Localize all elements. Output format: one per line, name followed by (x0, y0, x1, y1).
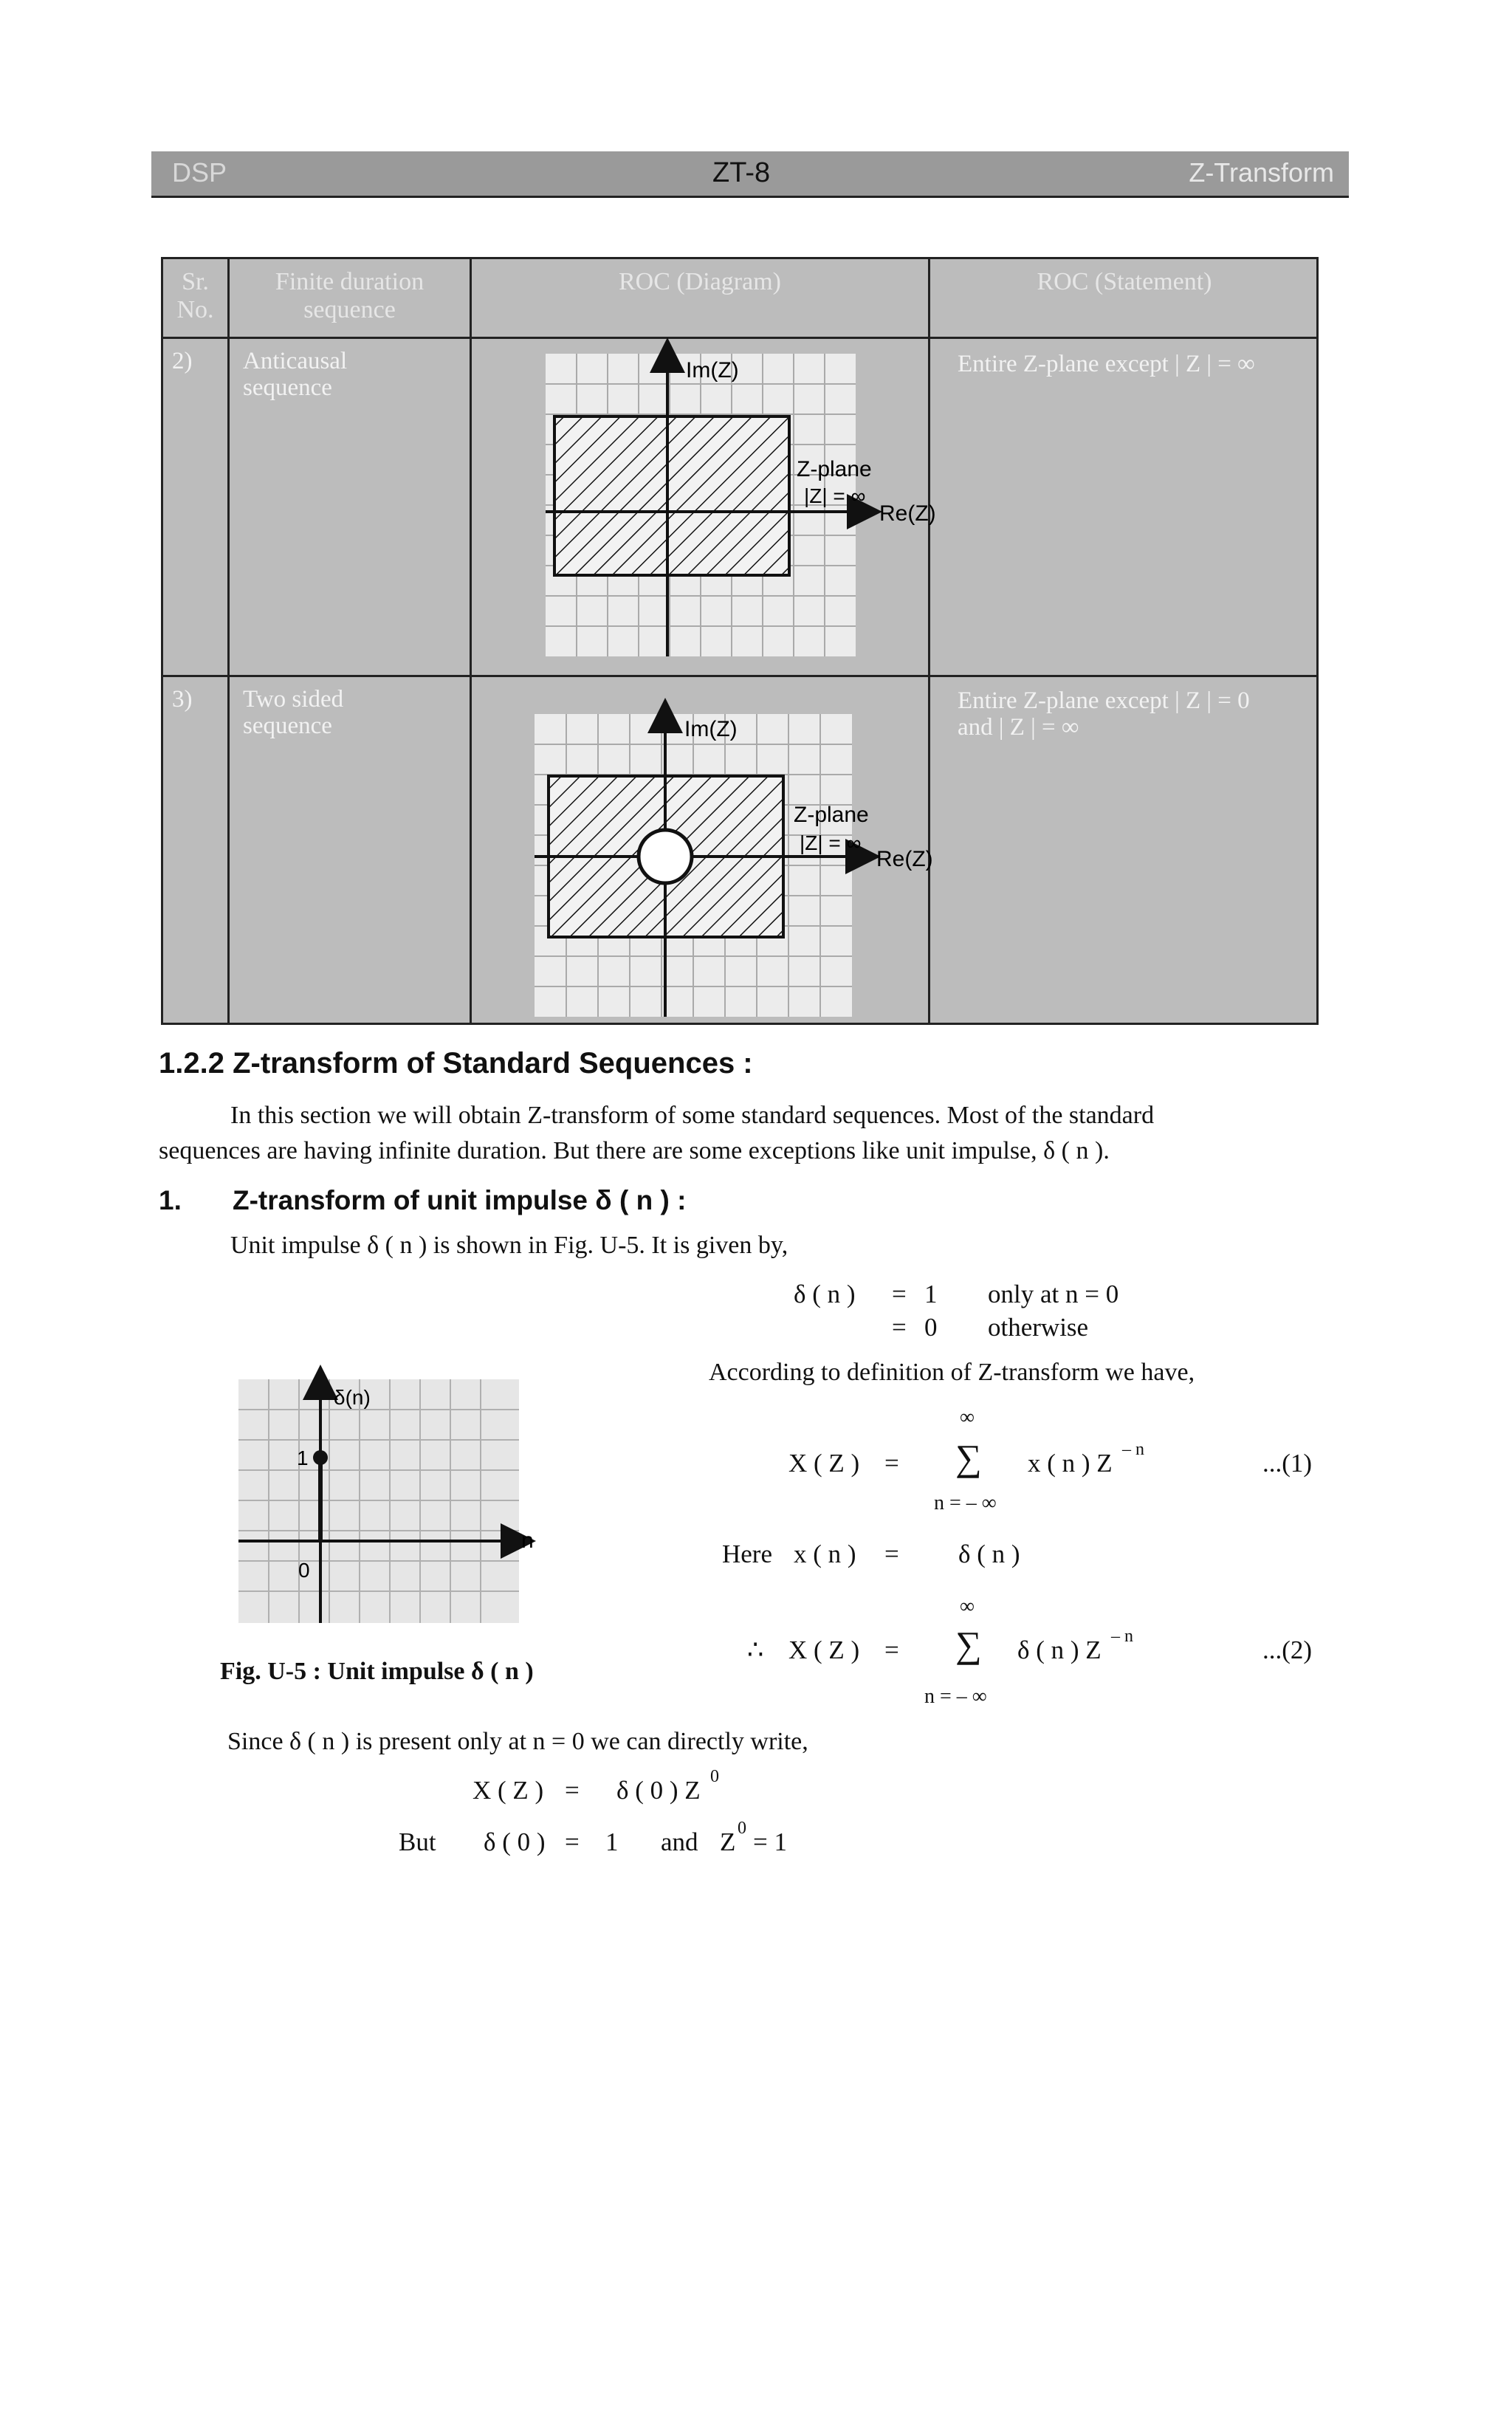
def-condition-2: otherwise (988, 1313, 1089, 1342)
roc-excluded-origin (639, 830, 692, 883)
subsection-heading: Z-transform of unit impulse δ ( n ) : (233, 1185, 687, 1215)
but-rhs: 1 (605, 1828, 619, 1856)
header-book-code: DSP (172, 157, 227, 188)
row-2-number: 2) (172, 348, 193, 374)
eq1-exponent: – n (1122, 1440, 1144, 1459)
header-roc-diagram: ROC (Diagram) (618, 268, 781, 295)
eq2-exponent: – n (1111, 1627, 1133, 1646)
sum-lower-limit: n = – ∞ (934, 1492, 997, 1514)
def-lhs: δ ( n ) (794, 1280, 856, 1308)
eq2-number: ...(2) (1262, 1636, 1313, 1664)
z-plane-label: Z-plane (794, 803, 869, 827)
roc-infinity-label: |Z| = ∞ (800, 831, 862, 854)
sum2-upper-limit: ∞ (960, 1595, 975, 1618)
z0-rhs: = 1 (753, 1828, 787, 1856)
but-lhs: δ ( 0 ) (484, 1828, 546, 1856)
im-axis-label: Im(Z) (686, 358, 739, 382)
row-3-number: 3) (172, 686, 193, 713)
y-axis-label: δ(n) (334, 1386, 371, 1409)
and-label: and (661, 1828, 698, 1856)
re-axis-label: Re(Z) (879, 501, 936, 526)
summation-symbol-2: ∑ (955, 1624, 982, 1665)
def-value-1: 1 (924, 1280, 938, 1308)
here-rhs: δ ( n ) (958, 1540, 1020, 1568)
page-header (151, 151, 1349, 198)
subsection-number: 1. (159, 1185, 182, 1215)
header-roc-statement: ROC (Statement) (1037, 268, 1212, 295)
here-sign: = (884, 1540, 899, 1568)
sum-upper-limit: ∞ (960, 1406, 975, 1429)
since-line: Since δ ( n ) is present only at n = 0 we can directly write, (227, 1728, 808, 1755)
figure-caption: Fig. U-5 : Unit impulse δ ( n ) (220, 1658, 534, 1685)
def-eq-sign: = (892, 1280, 907, 1308)
sum2-lower-limit: n = – ∞ (924, 1685, 987, 1708)
according-line: According to definition of Z-transform we have, (709, 1359, 1195, 1386)
z-plane-label: Z-plane (797, 457, 872, 481)
page-number: ZT-8 (712, 157, 771, 188)
header-sequence: Finite duration sequence (275, 268, 425, 323)
row-2-sequence: Anticausal sequence (243, 348, 348, 401)
eq2-lhs: X ( Z ) (788, 1636, 860, 1664)
eq1-term: x ( n ) Z (1028, 1449, 1113, 1478)
header-chapter: Z-Transform (1189, 157, 1334, 188)
eq3-rhs: δ ( 0 ) Z (616, 1776, 701, 1805)
paragraph-line-1: In this section we will obtain Z-transform of some standard sequences. Most of the standard (230, 1102, 1155, 1129)
row-3-statement: Entire Z-plane except | Z | = 0 and | Z | = ∞ (958, 687, 1250, 741)
im-axis-label: Im(Z) (684, 717, 738, 741)
paragraph-line-2: sequences are having infinite duration. But there are some exceptions like unit impulse, δ ( n ). (159, 1137, 1110, 1164)
section-heading: 1.2.2 Z-transform of Standard Sequences : (159, 1047, 753, 1080)
unit-impulse-figure (235, 1372, 545, 1630)
impulse-value-label: 1 (297, 1447, 309, 1469)
row-3-sequence: Two sided sequence (243, 686, 344, 739)
here-lhs: x ( n ) (794, 1540, 856, 1568)
re-axis-label: Re(Z) (876, 847, 933, 871)
roc-table (161, 257, 1319, 1025)
therefore-symbol: ∴ (747, 1636, 764, 1664)
z0-base: Z (720, 1828, 736, 1856)
origin-label: 0 (298, 1559, 310, 1582)
eq2-term: δ ( n ) Z (1017, 1636, 1102, 1664)
eq3-exponent: 0 (710, 1767, 719, 1786)
roc-infinity-label: |Z| = ∞ (804, 484, 866, 507)
x-axis-label: n (521, 1528, 534, 1553)
impulse-point (313, 1450, 328, 1465)
eq3-sign: = (565, 1776, 580, 1805)
roc-diagram-anticausal (472, 339, 936, 675)
roc-diagram-two-sided (472, 677, 933, 1024)
row-2-statement: Entire Z-plane except | Z | = ∞ (958, 351, 1255, 377)
here-label: Here (722, 1540, 773, 1568)
intro-line: Unit impulse δ ( n ) is shown in Fig. U-5. It is given by, (230, 1232, 788, 1259)
eq1-lhs: X ( Z ) (788, 1449, 860, 1478)
header-sr-no: Sr. No. (176, 268, 214, 323)
eq2-sign: = (884, 1636, 899, 1664)
def-value-2: 0 (924, 1313, 938, 1342)
but-sign: = (565, 1828, 580, 1856)
eq3-lhs: X ( Z ) (472, 1776, 544, 1805)
summation-symbol: ∑ (955, 1437, 982, 1478)
z0-exponent: 0 (738, 1819, 746, 1838)
eq1-sign: = (884, 1449, 899, 1478)
but-label: But (399, 1828, 436, 1856)
def-condition-1: only at n = 0 (988, 1280, 1119, 1308)
def-eq-sign-2: = (892, 1313, 907, 1342)
eq1-number: ...(1) (1262, 1449, 1313, 1478)
